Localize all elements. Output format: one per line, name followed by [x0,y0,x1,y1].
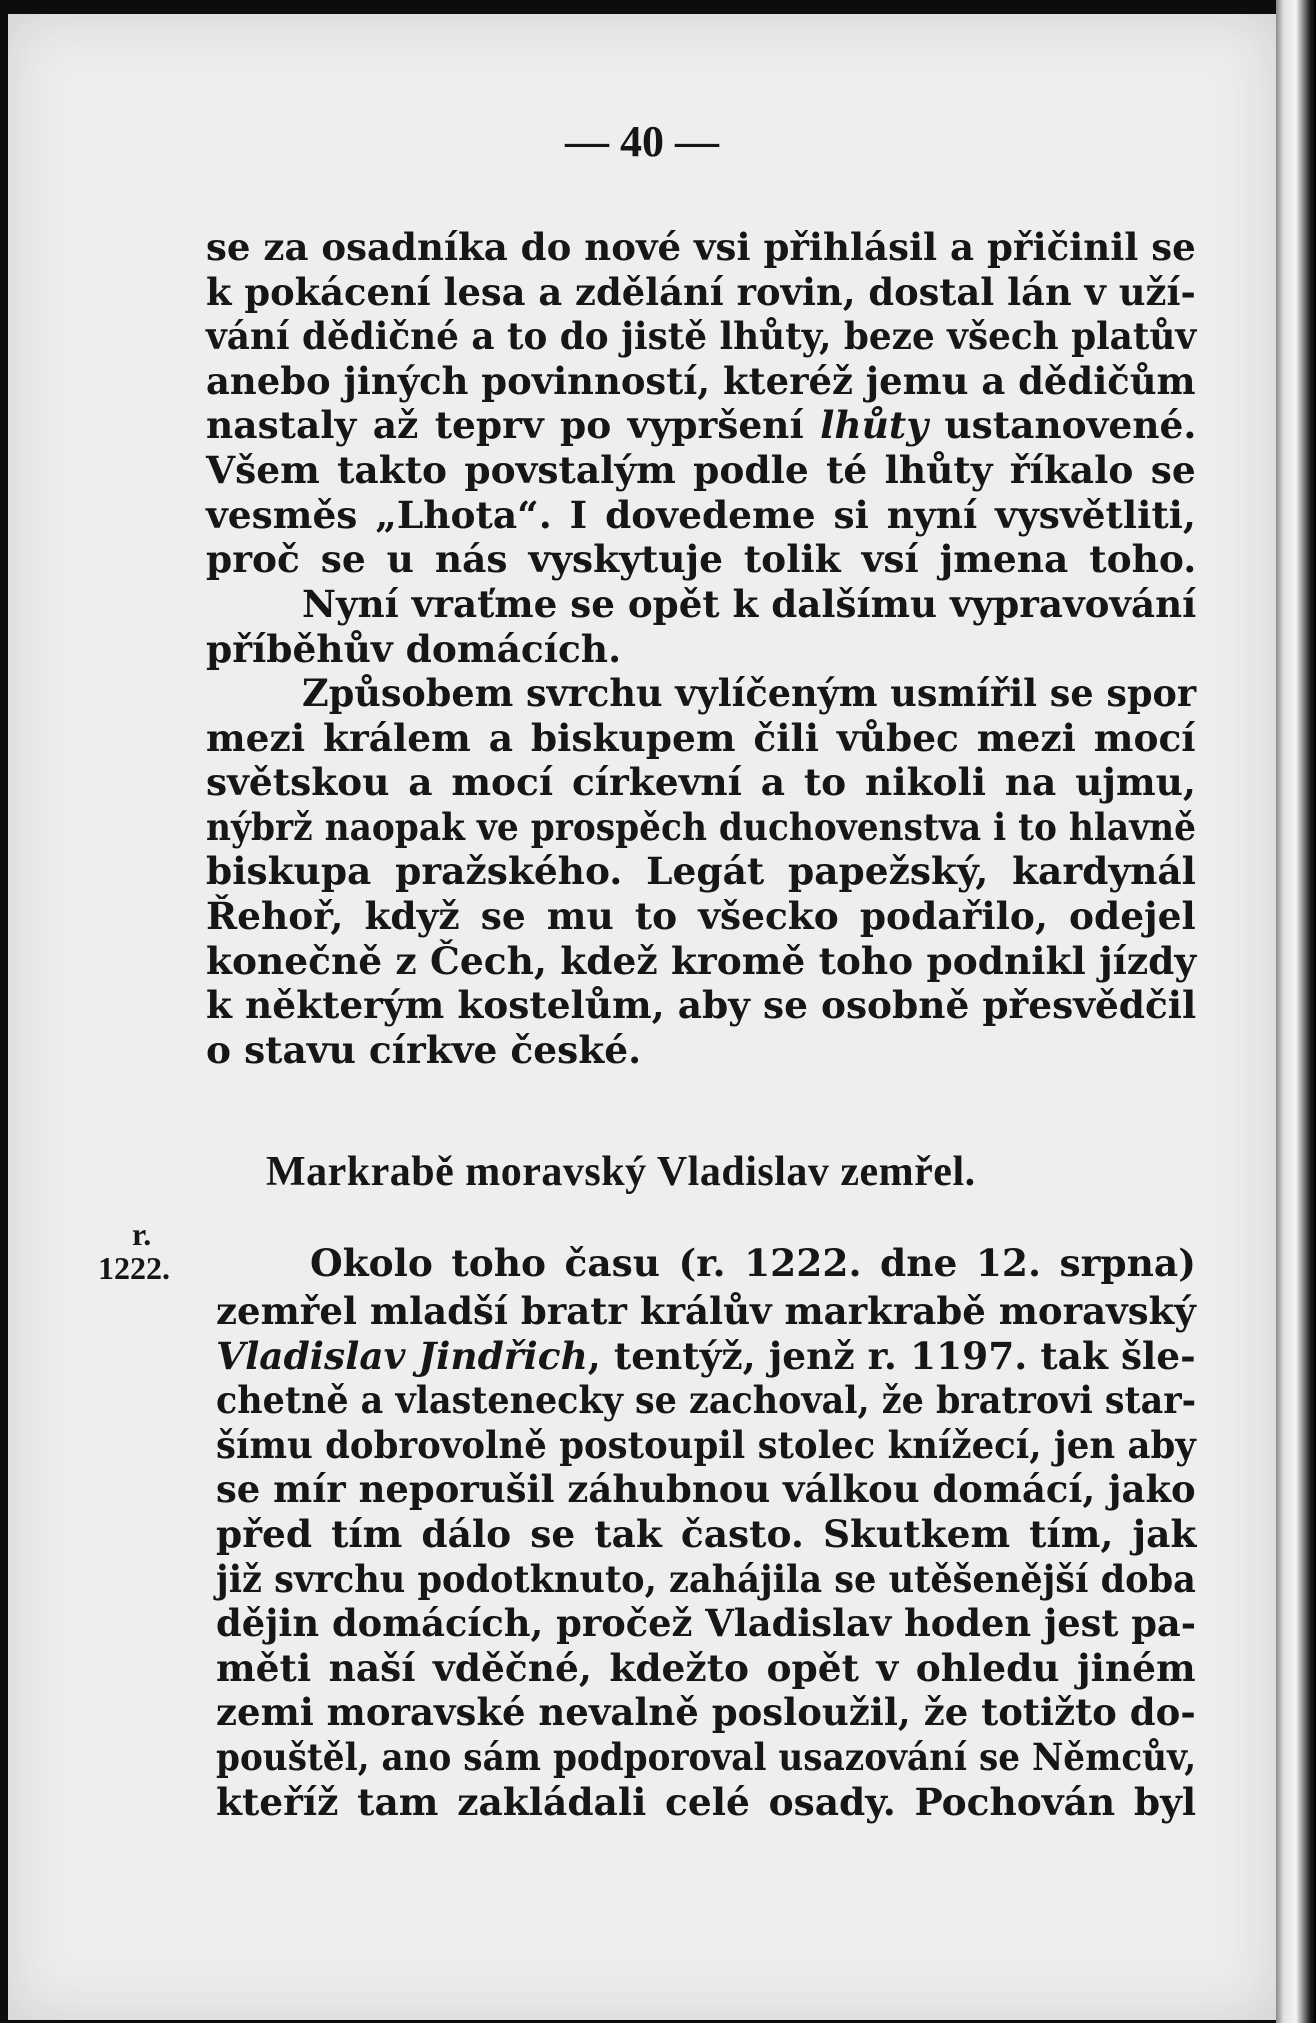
para4-line: se mír neporušil záhubnou válkou domácí, jako [216,1467,1196,1512]
para1-line: k pokácení lesa a zdělání rovin, dostal lán v uží- [206,269,1196,314]
para3-line: mezi králem a biskupem čili vůbec mezi mocí [206,715,1196,760]
para4-line: Vladislav Jindřich, tentýž, jenž r. 1197. tak šle- [216,1333,1196,1378]
margin-note-year: 1222. [98,1250,170,1286]
page-number: — 40 — [565,117,719,166]
para4-line: před tím dálo se tak často. Skutkem tím, jak [216,1512,1197,1556]
scan-border-top [0,0,1316,14]
para4-line: šímu dobrovolně postoupil stolec knížecí, jen aby [216,1422,1196,1467]
book-page [8,14,1276,2020]
para1-line: vání dědičné a to do jistě lhůty, beze všech platův [206,314,1197,359]
section-heading: Markrabě moravský Vladislav zemřel. [266,1149,976,1195]
para3-line: nýbrž naopak ve prospěch duchovenstva i to hlavně [206,804,1197,849]
para1-line: se za osadníka do nové vsi přihlásil a přičinil se [206,225,1196,269]
para4-line: dějin domácích, pročež Vladislav hoden jest pa- [216,1601,1197,1646]
para3-line: k některým kostelům, aby se osobně přesvědčil [206,983,1197,1028]
scan-border-right [1276,0,1316,2023]
para3-line: světskou a mocí církevní a to nikoli na ujmu, [206,760,1196,805]
para4-line: zemi moravské nevalně posloužil, že totižto do- [216,1690,1196,1735]
para3-line: Řehoř, když se mu to všecko podařilo, odejel [206,894,1196,938]
para4-line: pouštěl, ano sám podporoval usazování se Němcův, [216,1735,1197,1779]
para3-line: o stavu církve české. [206,1027,642,1072]
para4-line: měti naší vděčné, kdežto opět v ohledu jiném [216,1645,1196,1690]
para3-line: Způsobem svrchu vylíčeným usmířil se spor [302,671,1197,715]
para4-line: již svrchu podotknuto, zahájila se utěšenější doba [216,1556,1196,1601]
para1-line: vesměs „Lhota“. I dovedeme si nyní vysvětliti, [206,492,1196,537]
para4-line: kteříž tam zakládali celé osady. Pochován byl [216,1779,1197,1824]
para2-line: příběhův domácích. [206,626,622,671]
para1-line: Všem takto povstalým podle té lhůty říkalo se [206,448,1196,492]
para4-line: chetně a vlastenecky se zachoval, že bratrovi star- [216,1378,1197,1423]
para1-line: nastaly až teprv po vypršení lhůty ustanovené. [206,403,1197,448]
para1-line: proč se u nás vyskytuje tolik vsí jmena toho. [206,537,1197,582]
para3-line: biskupa pražského. Legát papežský, kardynál [206,849,1196,894]
para4-line: zemřel mladší bratr králův markrabě moravský [216,1289,1196,1333]
para4-first-line: Okolo toho času (r. 1222. dne 12. srpna) [310,1241,1196,1285]
para1-line: anebo jiných povinností, kteréž jemu a dědičům [206,358,1196,403]
margin-note-year-label: r. [132,1216,152,1252]
para3-line: konečně z Čech, kdež kromě toho podnikl jízdy [206,938,1197,983]
para2-line: Nyní vraťme se opět k dalšímu vypravování [302,582,1197,626]
